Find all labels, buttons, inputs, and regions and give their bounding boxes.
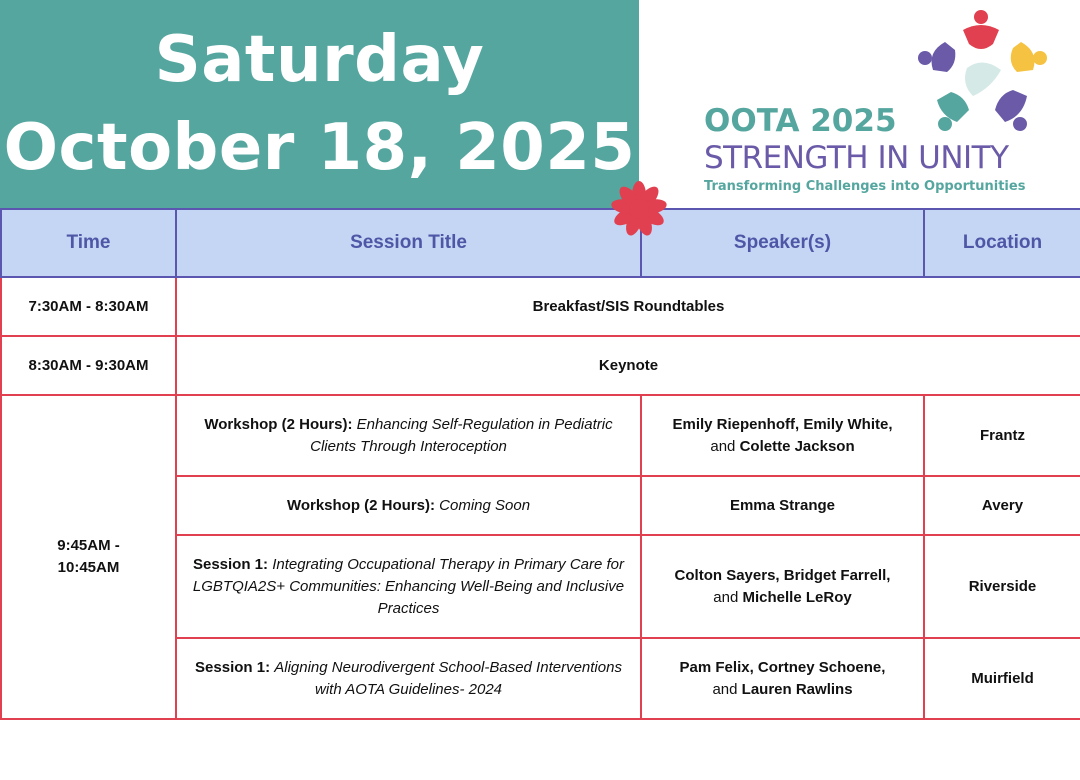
- session-title-cell: [176, 638, 641, 719]
- speakers-and: and: [710, 437, 736, 455]
- date-title: October 18, 2025: [3, 111, 636, 185]
- flower-icon: [608, 178, 670, 240]
- header-location: Location: [924, 209, 1080, 277]
- block-time: 9:45AM - 10:45AM: [1, 395, 176, 719]
- table-header-row: [1, 209, 1080, 277]
- date-banner: [0, 0, 639, 208]
- row-event: Keynote: [176, 336, 1080, 395]
- brand-tagline: STRENGTH IN UNITY: [704, 140, 1009, 176]
- table-row: [1, 277, 1080, 336]
- session-type: Session 1:: [192, 555, 269, 573]
- brand-title: OOTA 2025: [704, 103, 897, 139]
- row-event: Breakfast/SIS Roundtables: [176, 277, 1080, 336]
- speakers-last: Michelle LeRoy: [742, 588, 852, 606]
- speakers-cell: [641, 638, 924, 719]
- speakers-cell: [641, 535, 924, 638]
- session-title: Coming Soon: [439, 496, 531, 514]
- session-title-cell: [176, 535, 641, 638]
- header-speakers: Speaker(s): [641, 209, 924, 277]
- speakers-main: Pam Felix, Cortney Schoene,: [679, 658, 886, 676]
- speakers-cell: Emma Strange: [641, 476, 924, 535]
- row-time: 7:30AM - 8:30AM: [1, 277, 176, 336]
- location-cell: Frantz: [924, 395, 1080, 476]
- table-row: [1, 395, 1080, 476]
- session-title: Enhancing Self-Regulation in Pediatric Clients Through Interoception: [310, 415, 613, 455]
- speakers-main: Colton Sayers, Bridget Farrell,: [674, 566, 891, 584]
- location-cell: Avery: [924, 476, 1080, 535]
- speakers-cell: [641, 395, 924, 476]
- schedule-table: [0, 208, 1080, 720]
- header-session-title: Session Title: [176, 209, 641, 277]
- location-cell: Riverside: [924, 535, 1080, 638]
- unity-people-logo-icon: [915, 8, 1050, 133]
- speakers-last: Lauren Rawlins: [741, 680, 853, 698]
- session-title-cell: [176, 476, 641, 535]
- session-type: Session 1:: [195, 658, 271, 676]
- header-time: Time: [1, 209, 176, 277]
- location-cell: Muirfield: [924, 638, 1080, 719]
- row-time: 8:30AM - 9:30AM: [1, 336, 176, 395]
- session-type: Workshop (2 Hours):: [286, 496, 435, 514]
- session-type: Workshop (2 Hours):: [204, 415, 353, 433]
- table-row: [1, 336, 1080, 395]
- session-title: Integrating Occupational Therapy in Primary Care for LGBTQIA2S+ Communities: Enhancing Well-Being and Inclusive Practices: [192, 555, 625, 617]
- session-title-cell: [176, 395, 641, 476]
- brand-subtitle: Transforming Challenges into Opportunities: [704, 179, 1026, 194]
- speakers-last: Colette Jackson: [739, 437, 855, 455]
- session-title: Aligning Neurodivergent School-Based Interventions with AOTA Guidelines- 2024: [274, 658, 622, 698]
- speakers-and: and: [712, 680, 738, 698]
- speakers-main: Emily Riepenhoff, Emily White,: [672, 415, 893, 433]
- speakers-and: and: [713, 588, 739, 606]
- day-title: Saturday: [154, 23, 485, 97]
